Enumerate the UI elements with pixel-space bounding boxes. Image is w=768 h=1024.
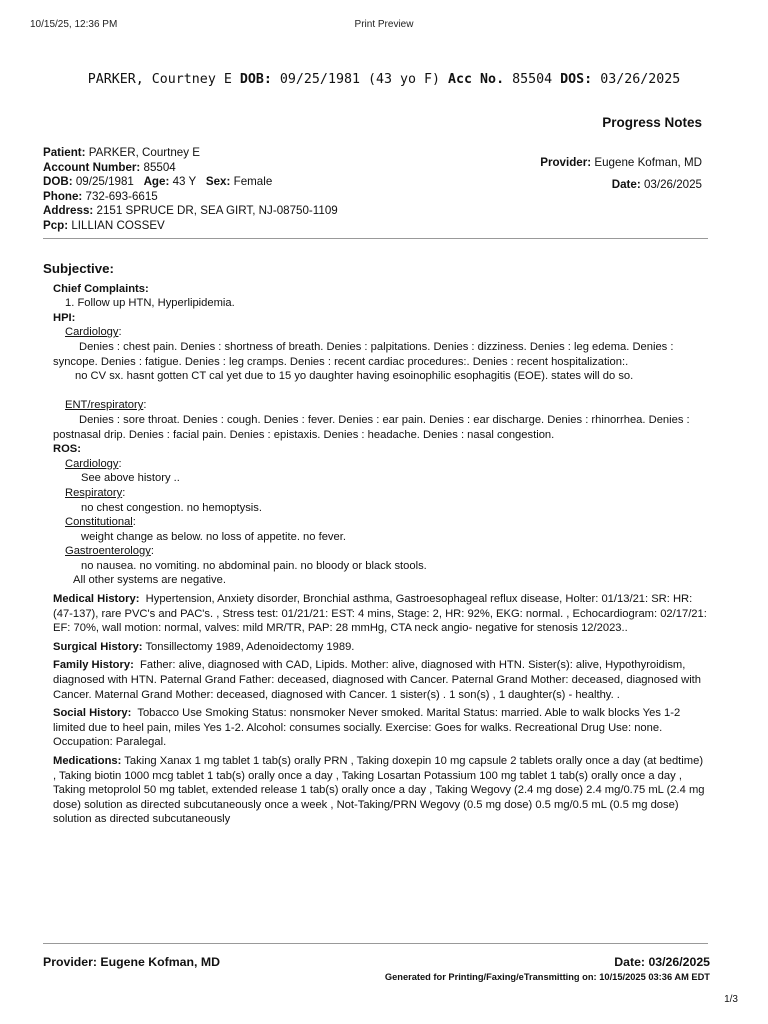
social-history: [53, 706, 707, 750]
spacer: [43, 384, 707, 399]
header-acc-value: 85504: [512, 72, 553, 87]
age-value: 43 Y: [172, 175, 197, 189]
ros-other-text: All other systems are negative.: [73, 574, 226, 587]
print-preview-title: Print Preview: [354, 19, 414, 30]
print-preview-topbar: [30, 19, 738, 33]
date-value: 03/26/2025: [643, 178, 702, 191]
header-dos-value: 03/26/2025: [600, 72, 681, 87]
family-history-text: Father: alive, diagnosed with CAD, Lipids. Mother: alive, diagnosed with HTN. Sister(s): alive, Hypothyroidism, diagnosed with HTN. Paternal Grand Father: deceased, diagnosed with Cancer. Paternal Grand Mother: deceased, diagnosed with Cancer. Maternal Grand Mother: deceased, diagnosed with Cancer. 1 sister(s) . 1 son(s) , 1 daughter(s) - healthy. .: [53, 659, 702, 701]
phone-label: Phone:: [43, 189, 83, 203]
hpi-ent-heading: ENT/respiratory:: [65, 399, 147, 412]
header-divider: [43, 238, 708, 239]
family-history: [53, 658, 707, 702]
family-history-label: Family History:: [53, 659, 134, 672]
dob-value: 09/25/1981: [75, 175, 134, 189]
phone-value: 732-693-6615: [85, 189, 158, 203]
medical-history: [53, 592, 707, 636]
pcp-label: Pcp:: [43, 218, 69, 232]
ros-cardiology-heading: Cardiology:: [65, 457, 122, 470]
hpi-ent-label: ENT/respiratory: [65, 399, 144, 412]
patient-name: PARKER, Courtney E: [88, 146, 201, 159]
provider-name: Eugene Kofman, MD: [594, 156, 702, 169]
hpi-cardiology-note: no CV sx. hasnt gotten CT cal yet due to 15 yo daughter having esoinophilic esophagitis (EOE). states will do so.: [75, 370, 634, 383]
header-acc-label: Acc No.: [448, 72, 505, 87]
ros-constitutional-heading: Constitutional:: [65, 516, 136, 529]
hpi-cardiology-text: Denies : chest pain. Denies : shortness of breath. Denies : palpitations. Denies : dizziness. Denies : leg edema. Denies : syncope. Denies : fatigue. Denies : leg cramps. Denies : recent cardiac procedures:. Denies : recent hospitalization:.: [53, 340, 674, 368]
footer-provider-label: Provider:: [43, 955, 97, 969]
header-dos-label: DOS:: [560, 72, 593, 87]
hpi-cardiology-label: Cardiology: [65, 326, 119, 339]
footer-provider-name: Eugene Kofman, MD: [100, 955, 220, 969]
footer-date-value: 03/26/2025: [648, 955, 710, 969]
document-header: [0, 72, 768, 87]
footer-generated-text: Generated for Printing/Faxing/eTransmitting on: 10/15/2025 03:36 AM EDT: [384, 972, 710, 982]
patient-info-block: [43, 146, 338, 234]
footer-date-label: Date:: [614, 955, 646, 969]
ros-gastro-heading: Gastroenterology:: [65, 545, 154, 558]
ros-respiratory-text: no chest congestion. no hemoptysis.: [81, 501, 262, 514]
social-history-text: Tobacco Use Smoking Status: nonsmoker Never smoked. Marital Status: married. Able to walk blocks Yes 1-2 limited due to heel pain, miles Yes 1-2. Alcohol: consumes socially. Exercise: Goes for walks. Recreational Drug Use: none. Occupation: Paralegal.: [53, 707, 681, 749]
page-title: Progress Notes: [602, 115, 702, 130]
account-label: Account Number:: [43, 160, 141, 174]
ros-respiratory-heading: Respiratory:: [65, 486, 126, 499]
sex-label: Sex:: [205, 175, 231, 189]
ros-constitutional-label: Constitutional: [65, 516, 133, 529]
print-datetime: 10/15/25, 12:36 PM: [30, 19, 118, 30]
footer-provider: [43, 955, 220, 969]
footer-date: [614, 955, 710, 969]
hpi-ent-text: Denies : sore throat. Denies : cough. Denies : fever. Denies : ear pain. Denies : ear discharge. Denies : rhinorrhea. Denies : postnasal drip. Denies : facial pain. Denies : epistaxis. Denies : headache. Denies : nasal congestion.: [53, 413, 690, 441]
hpi-cardiology-heading: Cardiology:: [65, 326, 122, 339]
ros-cardiology-label: Cardiology: [65, 457, 119, 470]
patient-label: Patient:: [43, 146, 86, 159]
address-value: 2151 SPRUCE DR, SEA GIRT, NJ-08750-1109: [96, 204, 338, 218]
header-dob-label: DOB:: [239, 72, 272, 87]
ros-gastro-text: no nausea. no vomiting. no abdominal pain. no bloody or black stools.: [81, 559, 427, 572]
social-history-label: Social History:: [53, 707, 132, 720]
chief-complaint-item: 1. Follow up HTN, Hyperlipidemia.: [65, 297, 235, 310]
provider-info-block: [540, 152, 702, 196]
medications-label: Medications:: [53, 755, 122, 767]
footer-divider: [43, 943, 708, 944]
ros-gastro-label: Gastroenterology: [65, 545, 151, 558]
dob-label: DOB:: [43, 175, 73, 189]
date-label: Date:: [611, 178, 641, 191]
header-patient-name: PARKER, Courtney E: [87, 72, 232, 87]
surgical-history: [53, 640, 707, 655]
ros-cardiology-text: See above history ..: [81, 472, 180, 485]
medications-text: Taking Xanax 1 mg tablet 1 tab(s) orally PRN , Taking doxepin 10 mg capsule 2 tablets orally once a day (at bedtime) , Taking biotin 1000 mcg tablet 1 tab(s) orally once a day , Taking Losartan Potassium 100 mg tablet 1 tab(s) orally once a day , Taking metoprolol 50 mg tablet, extended release 1 tab(s) orally once a day , Taking Wegovy (2.4 mg dose) 2.4 mg/0.75 mL (2.4 mg dose) solution as directed subcutaneously once a week , Not-Taking/PRN Wegovy (0.5 mg dose) 0.5 mg/0.5 mL (0.5 mg dose) solution as directed subcutaneously: [53, 755, 705, 826]
ros-label: ROS:: [53, 443, 81, 456]
chief-complaints-label: Chief Complaints:: [53, 282, 149, 295]
subjective-title: Subjective:: [43, 261, 114, 276]
medical-history-text: Hypertension, Anxiety disorder, Bronchial asthma, Gastroesophageal reflux disease, Holter: 01/13/21: SR: HR: (47-137), rare PVC's and PAC's. , Stress test: 01/21/21: EST: 4 mins, Stage: 2, HR: 92%, EKG: normal. , Echocardiogram: 02/17/21: EF: 70%, wall motion: normal, valves: mild MR/TR, PAP: 28 mmHg, CTA neck angio- negative for stenosis 12/2023..: [53, 593, 707, 635]
provider-label: Provider:: [540, 156, 592, 169]
ros-constitutional-text: weight change as below. no loss of appetite. no fever.: [81, 530, 346, 543]
pcp-value: LILLIAN COSSEV: [71, 218, 165, 232]
account-number: 85504: [143, 160, 176, 174]
header-dob-value: 09/25/1981 (43 yo F): [279, 72, 441, 87]
address-label: Address:: [43, 204, 94, 218]
surgical-history-text: Tonsillectomy 1989, Adenoidectomy 1989.: [145, 640, 355, 653]
sex-value: Female: [233, 175, 273, 189]
age-label: Age:: [143, 175, 170, 189]
surgical-history-label: Surgical History:: [53, 640, 143, 653]
subjective-section: [43, 262, 707, 827]
medications: [53, 754, 707, 827]
hpi-label: HPI:: [53, 311, 76, 324]
page-number: 1/3: [724, 994, 738, 1005]
ros-respiratory-label: Respiratory: [65, 486, 123, 499]
medical-history-label: Medical History:: [53, 593, 140, 606]
